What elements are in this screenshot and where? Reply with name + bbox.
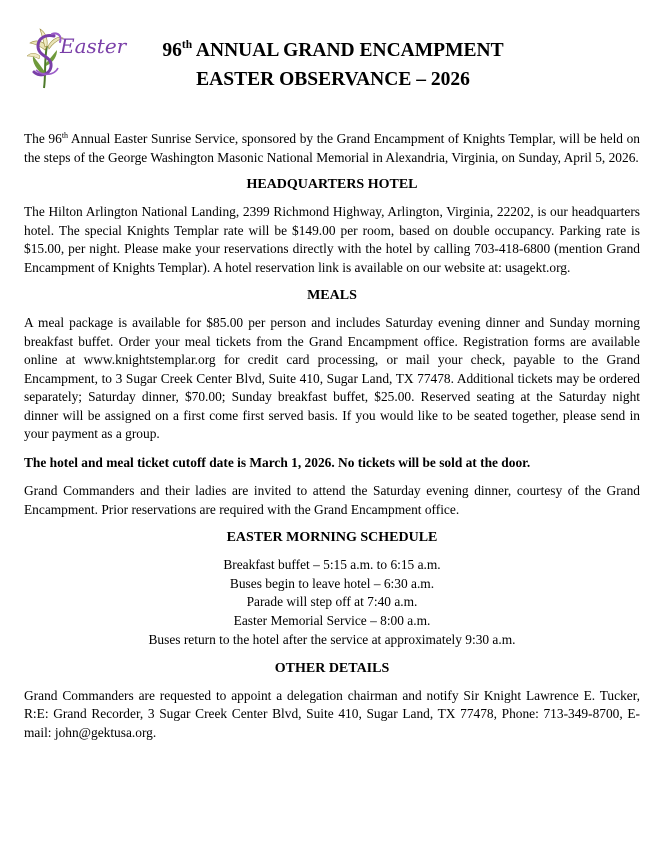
easter-lily-logo xyxy=(24,26,127,90)
commanders-paragraph: Grand Commanders and their ladies are invited to attend the Saturday evening dinner, courtesy of the Grand Encampment. Prior reservations are required with the Grand Encampment office. xyxy=(24,483,640,517)
title-line-1: 96th ANNUAL GRAND ENCAMPMENT xyxy=(162,39,504,61)
schedule-item: Buses return to the hotel after the service at approximately 9:30 a.m. xyxy=(148,631,516,647)
title-line-2: EASTER OBSERVANCE – 2026 xyxy=(196,69,470,90)
meals-paragraph: A meal package is available for $85.00 per person and includes Saturday evening dinner and Sunday morning breakfast buffet. Order your meal tickets from the Grand Encampment office. Registration forms are available online at www.knightstemplar.org for credit card processing, or mail your check, payable to the Grand Encampment, to 3 Sugar Creek Center Blvd, Suite 410, Sugar Land, TX 77478. Additional tickets may be ordered separately; Saturday dinner, $70.00; Sunday breakfast buffet, $25.00. Reserved seating at the Saturday night dinner will be assigned on a first come first served basis. If you would like to be seated together, please send in your payment as a group. xyxy=(24,315,640,441)
schedule-list xyxy=(24,556,640,650)
page-title xyxy=(118,36,548,94)
schedule-item: Breakfast buffet – 5:15 a.m. to 6:15 a.m. xyxy=(223,557,441,572)
schedule-item: Easter Memorial Service – 8:00 a.m. xyxy=(233,613,431,629)
meals-heading: MEALS xyxy=(307,288,357,303)
schedule-heading: EASTER MORNING SCHEDULE xyxy=(226,530,438,545)
schedule-item: Buses begin to leave hotel – 6:30 a.m. xyxy=(229,575,435,591)
cutoff-notice: The hotel and meal ticket cutoff date is March 1, 2026. No tickets will be sold at the door. xyxy=(24,454,531,470)
other-paragraph: Grand Commanders are requested to appoint a delegation chairman and notify Sir Knight Lawrence E. Tucker, R:E: Grand Recorder, 3 Sugar Creek Center Blvd, Suite 410, Sugar Land, TX 77478, Phone: 713-349-8700, E-mail: john@gektusa.org. xyxy=(24,687,640,740)
document-body xyxy=(24,130,640,742)
logo-text: Easter xyxy=(60,34,127,58)
hotel-heading: HEADQUARTERS HOTEL xyxy=(246,177,418,192)
other-heading: OTHER DETAILS xyxy=(274,660,390,676)
intro-paragraph: The 96th Annual Easter Sunrise Service, sponsored by the Grand Encampment of Knights Templar, will be held on the steps of the George Washington Masonic National Memorial in Alexandria, Virginia, on Sunday, April 5, 2026. xyxy=(24,131,640,165)
hotel-paragraph: The Hilton Arlington National Landing, 2399 Richmond Highway, Arlington, Virginia, 22202, is our headquarters hotel. The special Knights Templar rate will be $149.00 per room, based on double occupancy. Parking rate is $15.00, per night. Please make your reservations directly with the hotel by calling 703-418-6800 (mention Grand Encampment of Knights Templar). A hotel reservation link is available on our website at: usagekt.org. xyxy=(24,204,640,275)
schedule-item: Parade will step off at 7:40 a.m. xyxy=(246,594,418,610)
